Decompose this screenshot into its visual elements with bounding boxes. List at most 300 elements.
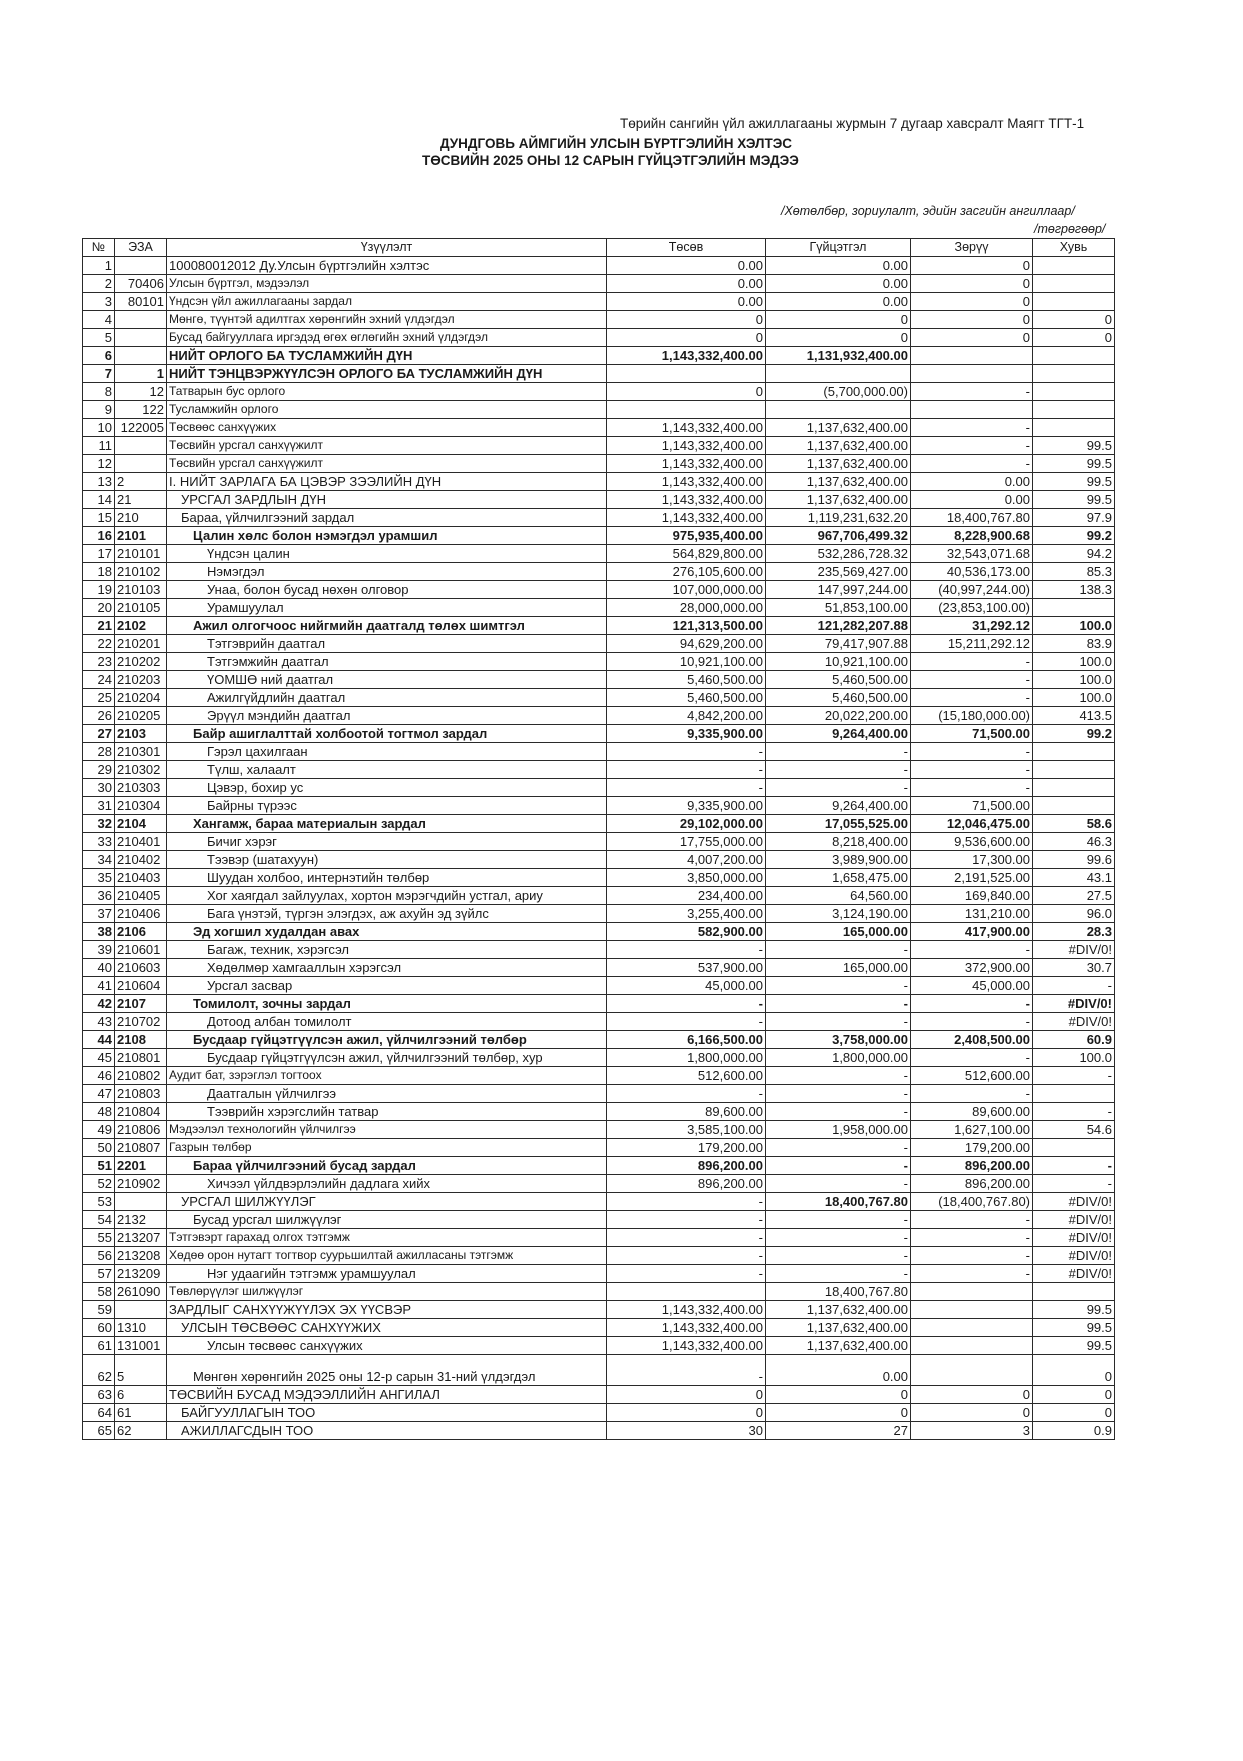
row-code: 210603 <box>115 959 167 977</box>
row-percent <box>1033 347 1115 365</box>
row-difference: 896,200.00 <box>911 1157 1033 1175</box>
row-code: 210403 <box>115 869 167 887</box>
row-code: 21 <box>115 491 167 509</box>
row-code <box>115 329 167 347</box>
row-number: 44 <box>83 1031 115 1049</box>
row-budget: 1,143,332,400.00 <box>607 1319 766 1337</box>
row-difference <box>911 1319 1033 1337</box>
row-code <box>115 347 167 365</box>
row-percent <box>1033 797 1115 815</box>
row-budget: 30 <box>607 1422 766 1440</box>
row-difference: 0.00 <box>911 473 1033 491</box>
row-difference: - <box>911 455 1033 473</box>
row-performance: 967,706,499.32 <box>766 527 911 545</box>
row-indicator: Бараа үйлчилгээний бусад зардал <box>167 1157 607 1175</box>
row-difference: - <box>911 383 1033 401</box>
row-percent: 99.5 <box>1033 1301 1115 1319</box>
row-performance: 0.00 <box>766 275 911 293</box>
budget-table <box>82 238 1115 1440</box>
row-difference: - <box>911 941 1033 959</box>
row-code: 210203 <box>115 671 167 689</box>
table-row <box>83 869 1115 887</box>
row-percent: 0 <box>1033 1355 1115 1386</box>
row-number: 7 <box>83 365 115 383</box>
row-difference: - <box>911 995 1033 1013</box>
row-indicator: Унаа, болон бусад нөхөн олговор <box>167 581 607 599</box>
form-reference-note: Төрийн сангийн үйл ажиллагааны журмын 7 дугаар хавсралт Маягт ТГТ-1 <box>620 116 1085 131</box>
row-number: 1 <box>83 257 115 275</box>
row-number: 49 <box>83 1121 115 1139</box>
row-budget: - <box>607 1013 766 1031</box>
row-code <box>115 455 167 473</box>
row-performance: - <box>766 1211 911 1229</box>
table-row <box>83 1355 1115 1386</box>
row-percent: 97.9 <box>1033 509 1115 527</box>
row-budget: - <box>607 941 766 959</box>
row-budget: 0 <box>607 383 766 401</box>
row-budget: 975,935,400.00 <box>607 527 766 545</box>
row-indicator: Аудит бат, зэрэглэл тогтоох <box>167 1067 607 1085</box>
row-number: 42 <box>83 995 115 1013</box>
row-number: 28 <box>83 743 115 761</box>
row-percent: 100.0 <box>1033 689 1115 707</box>
row-percent <box>1033 743 1115 761</box>
row-percent: 60.9 <box>1033 1031 1115 1049</box>
row-code: 1 <box>115 365 167 383</box>
row-number: 35 <box>83 869 115 887</box>
row-code: 210804 <box>115 1103 167 1121</box>
row-difference <box>911 365 1033 383</box>
row-percent: 99.5 <box>1033 1337 1115 1355</box>
row-percent: 99.2 <box>1033 725 1115 743</box>
row-code: 2201 <box>115 1157 167 1175</box>
row-number: 27 <box>83 725 115 743</box>
row-budget: 512,600.00 <box>607 1067 766 1085</box>
row-percent: - <box>1033 977 1115 995</box>
row-performance: 165,000.00 <box>766 923 911 941</box>
row-indicator: Хог хаягдал зайлуулах, хортон мэрэгчдийн устгал, ариу <box>167 887 607 905</box>
row-difference: 40,536,173.00 <box>911 563 1033 581</box>
row-budget: 9,335,900.00 <box>607 797 766 815</box>
row-number: 55 <box>83 1229 115 1247</box>
row-number: 47 <box>83 1085 115 1103</box>
row-performance: 51,853,100.00 <box>766 599 911 617</box>
row-budget: 1,800,000.00 <box>607 1049 766 1067</box>
row-indicator: Багаж, техник, хэрэгсэл <box>167 941 607 959</box>
table-row <box>83 797 1115 815</box>
classification-note: /Хөтөлбөр, зориулалт, эдийн засгийн ангиллаар/ <box>781 204 1075 218</box>
row-indicator: Мэдээлэл технологийн үйлчилгээ <box>167 1121 607 1139</box>
table-row <box>83 977 1115 995</box>
row-number: 16 <box>83 527 115 545</box>
row-performance: 3,124,190.00 <box>766 905 911 923</box>
row-difference <box>911 347 1033 365</box>
row-code: 210807 <box>115 1139 167 1157</box>
row-budget: - <box>607 1193 766 1211</box>
row-number: 3 <box>83 293 115 311</box>
row-percent: 96.0 <box>1033 905 1115 923</box>
row-number: 63 <box>83 1386 115 1404</box>
row-budget: 1,143,332,400.00 <box>607 1301 766 1319</box>
row-difference: 2,408,500.00 <box>911 1031 1033 1049</box>
table-row <box>83 707 1115 725</box>
row-budget: - <box>607 743 766 761</box>
row-number: 53 <box>83 1193 115 1211</box>
row-difference: 0 <box>911 257 1033 275</box>
row-budget: 1,143,332,400.00 <box>607 419 766 437</box>
row-difference: 0 <box>911 1386 1033 1404</box>
row-percent: 99.5 <box>1033 437 1115 455</box>
row-budget: - <box>607 1229 766 1247</box>
row-budget: 1,143,332,400.00 <box>607 509 766 527</box>
row-number: 6 <box>83 347 115 365</box>
row-code: 210401 <box>115 833 167 851</box>
row-percent: 94.2 <box>1033 545 1115 563</box>
row-performance: (5,700,000.00) <box>766 383 911 401</box>
col-header-budget: Төсөв <box>607 239 766 257</box>
row-indicator: Тусламжийн орлого <box>167 401 607 419</box>
row-number: 2 <box>83 275 115 293</box>
row-budget: 94,629,200.00 <box>607 635 766 653</box>
row-percent: 99.5 <box>1033 473 1115 491</box>
row-performance: 165,000.00 <box>766 959 911 977</box>
row-performance: 0 <box>766 1404 911 1422</box>
row-indicator: ЗАРДЛЫГ САНХҮҮЖҮҮЛЭХ ЭХ ҮҮСВЭР <box>167 1301 607 1319</box>
table-row <box>83 635 1115 653</box>
row-number: 61 <box>83 1337 115 1355</box>
row-code: 210802 <box>115 1067 167 1085</box>
row-code: 210402 <box>115 851 167 869</box>
row-percent: 0 <box>1033 311 1115 329</box>
row-budget: 89,600.00 <box>607 1103 766 1121</box>
row-performance: 0 <box>766 329 911 347</box>
row-code <box>115 311 167 329</box>
row-percent <box>1033 257 1115 275</box>
row-number: 11 <box>83 437 115 455</box>
table-row <box>83 509 1115 527</box>
row-number: 48 <box>83 1103 115 1121</box>
row-budget: - <box>607 779 766 797</box>
row-performance: 0 <box>766 1386 911 1404</box>
row-percent: 99.5 <box>1033 455 1115 473</box>
row-indicator: ҮОМШӨ ний даатгал <box>167 671 607 689</box>
row-performance: 1,137,632,400.00 <box>766 1301 911 1319</box>
row-performance: - <box>766 1229 911 1247</box>
row-budget: 234,400.00 <box>607 887 766 905</box>
row-performance: 0 <box>766 311 911 329</box>
row-code: 210806 <box>115 1121 167 1139</box>
row-indicator: Тээврийн хэрэгслийн татвар <box>167 1103 607 1121</box>
row-number: 45 <box>83 1049 115 1067</box>
row-percent: 27.5 <box>1033 887 1115 905</box>
table-row <box>83 311 1115 329</box>
row-budget: 1,143,332,400.00 <box>607 455 766 473</box>
row-difference: 2,191,525.00 <box>911 869 1033 887</box>
row-budget: 3,255,400.00 <box>607 905 766 923</box>
table-row <box>83 1067 1115 1085</box>
row-budget: 564,829,800.00 <box>607 545 766 563</box>
row-percent: 46.3 <box>1033 833 1115 851</box>
row-difference: - <box>911 689 1033 707</box>
row-indicator: УРСГАЛ ЗАРДЛЫН ДҮН <box>167 491 607 509</box>
row-number: 18 <box>83 563 115 581</box>
row-number: 57 <box>83 1265 115 1283</box>
row-number: 36 <box>83 887 115 905</box>
row-performance: - <box>766 941 911 959</box>
row-budget: - <box>607 1247 766 1265</box>
row-indicator: Хөдөө орон нутагт тогтвор суурьшилтай ажилласаны тэтгэмж <box>167 1247 607 1265</box>
row-budget: 276,105,600.00 <box>607 563 766 581</box>
row-indicator: БАЙГУУЛЛАГЫН ТОО <box>167 1404 607 1422</box>
table-row <box>83 1229 1115 1247</box>
row-performance: 1,800,000.00 <box>766 1049 911 1067</box>
row-performance: 1,137,632,400.00 <box>766 1337 911 1355</box>
row-code: 210103 <box>115 581 167 599</box>
row-difference: 12,046,475.00 <box>911 815 1033 833</box>
row-code: 210202 <box>115 653 167 671</box>
table-row <box>83 1337 1115 1355</box>
row-code: 210301 <box>115 743 167 761</box>
row-code: 2132 <box>115 1211 167 1229</box>
row-number: 5 <box>83 329 115 347</box>
row-difference: 0 <box>911 1404 1033 1422</box>
row-number: 14 <box>83 491 115 509</box>
row-percent: 43.1 <box>1033 869 1115 887</box>
row-percent <box>1033 1085 1115 1103</box>
table-row <box>83 941 1115 959</box>
row-difference: 0 <box>911 311 1033 329</box>
row-budget: - <box>607 1265 766 1283</box>
row-budget: 582,900.00 <box>607 923 766 941</box>
row-number: 19 <box>83 581 115 599</box>
row-percent: 83.9 <box>1033 635 1115 653</box>
table-row <box>83 671 1115 689</box>
table-row <box>83 1319 1115 1337</box>
row-indicator: 100080012012 Ду.Улсын бүртгэлийн хэлтэс <box>167 257 607 275</box>
row-indicator: Бага үнэтэй, түргэн элэгдэх, аж ахуйн эд зүйлс <box>167 905 607 923</box>
table-row <box>83 329 1115 347</box>
row-budget: - <box>607 995 766 1013</box>
row-indicator: Улсын бүртгэл, мэдээлэл <box>167 275 607 293</box>
row-difference: (15,180,000.00) <box>911 707 1033 725</box>
row-percent <box>1033 1139 1115 1157</box>
table-row <box>83 419 1115 437</box>
table-row <box>83 1031 1115 1049</box>
table-row <box>83 887 1115 905</box>
row-budget: 1,143,332,400.00 <box>607 491 766 509</box>
table-row <box>83 1013 1115 1031</box>
row-percent: 99.6 <box>1033 851 1115 869</box>
row-code: 2101 <box>115 527 167 545</box>
row-number: 51 <box>83 1157 115 1175</box>
row-difference <box>911 1283 1033 1301</box>
row-performance: 5,460,500.00 <box>766 689 911 707</box>
row-indicator: ТӨСВИЙН БУСАД МЭДЭЭЛЛИЙН АНГИЛАЛ <box>167 1386 607 1404</box>
row-code: 261090 <box>115 1283 167 1301</box>
row-budget: 6,166,500.00 <box>607 1031 766 1049</box>
table-row <box>83 1265 1115 1283</box>
table-row <box>83 1404 1115 1422</box>
row-performance: 0.00 <box>766 257 911 275</box>
table-row <box>83 653 1115 671</box>
row-percent: 413.5 <box>1033 707 1115 725</box>
table-row <box>83 401 1115 419</box>
row-indicator: Бусдаар гүйцэтгүүлсэн ажил, үйлчилгээний төлбөр, хур <box>167 1049 607 1067</box>
table-row <box>83 1247 1115 1265</box>
row-performance: 235,569,427.00 <box>766 563 911 581</box>
table-row <box>83 1121 1115 1139</box>
row-difference: 169,840.00 <box>911 887 1033 905</box>
row-indicator: Хичээл үйлдвэрлэлийн дадлага хийх <box>167 1175 607 1193</box>
row-code: 210405 <box>115 887 167 905</box>
row-difference: - <box>911 761 1033 779</box>
row-budget: - <box>607 1085 766 1103</box>
row-budget: 0 <box>607 311 766 329</box>
row-percent: - <box>1033 1103 1115 1121</box>
row-budget: - <box>607 761 766 779</box>
table-row <box>83 1085 1115 1103</box>
row-percent: 0 <box>1033 1404 1115 1422</box>
row-performance: - <box>766 1139 911 1157</box>
row-code: 2106 <box>115 923 167 941</box>
row-difference: 89,600.00 <box>911 1103 1033 1121</box>
row-performance: - <box>766 1175 911 1193</box>
row-budget: 0.00 <box>607 275 766 293</box>
row-number: 8 <box>83 383 115 401</box>
row-code: 70406 <box>115 275 167 293</box>
row-code: 210105 <box>115 599 167 617</box>
row-indicator: Улсын төсвөөс санхүүжих <box>167 1337 607 1355</box>
row-code <box>115 1193 167 1211</box>
row-code: 1310 <box>115 1319 167 1337</box>
table-row <box>83 599 1115 617</box>
table-row <box>83 1049 1115 1067</box>
row-performance: 3,989,900.00 <box>766 851 911 869</box>
row-performance: 1,137,632,400.00 <box>766 419 911 437</box>
row-percent: 0.9 <box>1033 1422 1115 1440</box>
row-code: 2107 <box>115 995 167 1013</box>
row-indicator: Цалин хөлс болон нэмэгдэл урамшил <box>167 527 607 545</box>
table-row <box>83 1386 1115 1404</box>
row-difference: 18,400,767.80 <box>911 509 1033 527</box>
row-number: 46 <box>83 1067 115 1085</box>
row-number: 12 <box>83 455 115 473</box>
row-difference: (18,400,767.80) <box>911 1193 1033 1211</box>
table-row <box>83 779 1115 797</box>
currency-unit: /төгрөгөөр/ <box>1034 222 1106 236</box>
row-number: 39 <box>83 941 115 959</box>
row-number: 58 <box>83 1283 115 1301</box>
row-budget: 0 <box>607 1386 766 1404</box>
row-code <box>115 1301 167 1319</box>
table-row <box>83 1139 1115 1157</box>
table-row <box>83 995 1115 1013</box>
row-code: 12 <box>115 383 167 401</box>
row-difference: 417,900.00 <box>911 923 1033 941</box>
row-performance: 1,958,000.00 <box>766 1121 911 1139</box>
row-number: 65 <box>83 1422 115 1440</box>
row-number: 29 <box>83 761 115 779</box>
row-performance: 64,560.00 <box>766 887 911 905</box>
row-percent: 0 <box>1033 1386 1115 1404</box>
table-row <box>83 1283 1115 1301</box>
col-header-code: ЭЗА <box>115 239 167 257</box>
row-indicator: Урсгал засвар <box>167 977 607 995</box>
row-percent: 138.3 <box>1033 581 1115 599</box>
row-difference: 71,500.00 <box>911 797 1033 815</box>
row-difference: 179,200.00 <box>911 1139 1033 1157</box>
table-row <box>83 1103 1115 1121</box>
row-code: 213208 <box>115 1247 167 1265</box>
row-indicator: Бичиг хэрэг <box>167 833 607 851</box>
row-code: 210101 <box>115 545 167 563</box>
row-percent <box>1033 779 1115 797</box>
row-difference: (23,853,100.00) <box>911 599 1033 617</box>
row-indicator: Шуудан холбоо, интернэтийн төлбөр <box>167 869 607 887</box>
row-performance: - <box>766 1265 911 1283</box>
row-difference: 71,500.00 <box>911 725 1033 743</box>
row-percent <box>1033 365 1115 383</box>
row-code: 210902 <box>115 1175 167 1193</box>
row-percent: #DIV/0! <box>1033 1265 1115 1283</box>
row-performance: - <box>766 779 911 797</box>
row-performance <box>766 365 911 383</box>
row-code: 6 <box>115 1386 167 1404</box>
row-code: 210 <box>115 509 167 527</box>
row-percent: 100.0 <box>1033 653 1115 671</box>
table-row <box>83 815 1115 833</box>
row-number: 40 <box>83 959 115 977</box>
row-number: 56 <box>83 1247 115 1265</box>
table-row <box>83 293 1115 311</box>
table-row <box>83 1157 1115 1175</box>
row-performance: 147,997,244.00 <box>766 581 911 599</box>
row-performance: 1,137,632,400.00 <box>766 1319 911 1337</box>
row-percent <box>1033 599 1115 617</box>
row-number: 34 <box>83 851 115 869</box>
row-difference: 131,210.00 <box>911 905 1033 923</box>
row-number: 38 <box>83 923 115 941</box>
row-budget <box>607 365 766 383</box>
row-code: 210102 <box>115 563 167 581</box>
row-percent: #DIV/0! <box>1033 941 1115 959</box>
row-percent <box>1033 383 1115 401</box>
row-budget: 17,755,000.00 <box>607 833 766 851</box>
table-row <box>83 581 1115 599</box>
row-budget: 0.00 <box>607 293 766 311</box>
row-number: 52 <box>83 1175 115 1193</box>
row-number: 10 <box>83 419 115 437</box>
row-indicator: Хангамж, бараа материалын зардал <box>167 815 607 833</box>
row-difference: 0.00 <box>911 491 1033 509</box>
row-number: 64 <box>83 1404 115 1422</box>
row-number: 33 <box>83 833 115 851</box>
col-header-performance: Гүйцэтгэл <box>766 239 911 257</box>
row-difference: 512,600.00 <box>911 1067 1033 1085</box>
row-performance: 1,137,632,400.00 <box>766 455 911 473</box>
row-code: 2103 <box>115 725 167 743</box>
row-budget: 0.00 <box>607 257 766 275</box>
row-budget: 1,143,332,400.00 <box>607 437 766 455</box>
row-difference: 45,000.00 <box>911 977 1033 995</box>
row-indicator: Бараа, үйлчилгээний зардал <box>167 509 607 527</box>
row-percent: 85.3 <box>1033 563 1115 581</box>
row-indicator: Үндсэн үйл ажиллагааны зардал <box>167 293 607 311</box>
row-difference: - <box>911 743 1033 761</box>
row-performance: - <box>766 1067 911 1085</box>
row-percent: - <box>1033 1157 1115 1175</box>
table-row <box>83 491 1115 509</box>
